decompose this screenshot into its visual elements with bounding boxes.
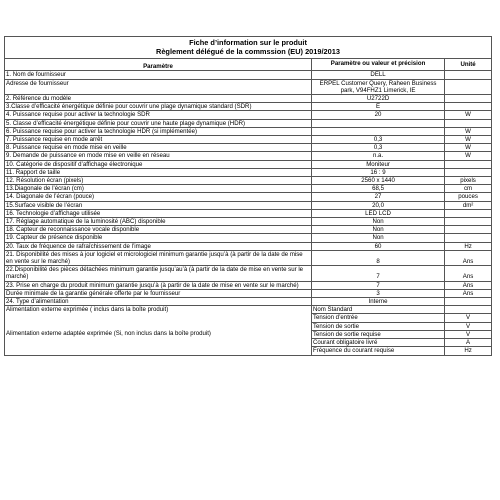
table-row [5, 95, 492, 103]
param-cell: 19. Capteur de présence disponible [5, 234, 312, 242]
psu-item-label: Tension de sortie requise [311, 330, 444, 338]
value-cell: LED LCD [311, 209, 444, 217]
psu-group-cell [5, 347, 312, 355]
param-cell: 24. Type d’alimentation [5, 298, 312, 306]
header-row [5, 59, 492, 71]
param-cell: 8. Puissance requise en mode mise en veille [5, 144, 312, 152]
param-cell: 1. Nom de fournisseur [5, 71, 312, 79]
param-cell: 17. Réglage automatique de la luminosité (ABC) disponible [5, 218, 312, 226]
psu-item-unit: Hz [445, 347, 492, 355]
value-cell [311, 127, 444, 135]
psu-item-unit [445, 306, 492, 314]
value-cell: Non [311, 226, 444, 234]
table-body [5, 71, 492, 306]
param-cell: 18. Capteur de reconnaissance vocale disponible [5, 226, 312, 234]
table-row [5, 201, 492, 209]
param-cell: 3.Classe d’efficacité énergétique définie pour couvrir une plage dynamique standard (SDR) [5, 103, 312, 111]
table-row [5, 111, 492, 119]
value-cell: 7 [311, 281, 444, 289]
psu-group-cell [5, 339, 312, 347]
table-row [5, 209, 492, 217]
value-cell: n.a. [311, 152, 444, 160]
product-info-table [4, 36, 492, 356]
value-cell: Non [311, 218, 444, 226]
unit-cell: W [445, 144, 492, 152]
table-row [5, 185, 492, 193]
psu-item-unit: V [445, 322, 492, 330]
value-cell: ERPEL Customer Query, Raheen Business park, V94FHZ1 Limerick, IE [311, 79, 444, 94]
unit-cell [445, 160, 492, 168]
param-cell: 5. Classe d’efficacité énergétique définie pour couvrir une haute plage dynamique (HDR) [5, 119, 312, 127]
value-cell: 60 [311, 242, 444, 250]
table-row [5, 298, 492, 306]
table-row [5, 250, 492, 265]
unit-cell: Ans [445, 250, 492, 265]
table-row [5, 136, 492, 144]
psu-internal-label: Alimentation externe exprimée ( inclus dans la boîte produit) [6, 306, 169, 314]
unit-cell: pouces [445, 193, 492, 201]
value-cell: 0,3 [311, 144, 444, 152]
header-value: Paramètre ou valeur et précision [311, 59, 444, 71]
psu-item-label: Courant obligatoire livré [311, 339, 444, 347]
value-cell [311, 119, 444, 127]
value-cell: Interne [311, 298, 444, 306]
table-row [5, 144, 492, 152]
table-row [5, 103, 492, 111]
unit-cell: W [445, 111, 492, 119]
param-cell: 15.Surface visible de l’écran [5, 201, 312, 209]
param-cell: Durée minimale de la garantie générale offerte par le fournisseur [5, 289, 312, 297]
unit-cell [445, 209, 492, 217]
value-cell: Moniteur [311, 160, 444, 168]
psu-item-label: Tension de sortie [311, 322, 444, 330]
unit-cell [445, 226, 492, 234]
param-cell: 9. Demande de puissance en mode mise en veille en réseau [5, 152, 312, 160]
param-cell: 16. Technologie d’affichage utilisée [5, 209, 312, 217]
unit-cell: dm² [445, 201, 492, 209]
param-cell: 6. Puissance requise pour activer la technologie HDR (si implémentée) [5, 127, 312, 135]
unit-cell: Ans [445, 289, 492, 297]
psu-row [5, 306, 492, 314]
value-cell: 2560 x 1440 [311, 177, 444, 185]
value-cell: 7 [311, 266, 444, 281]
unit-cell [445, 168, 492, 176]
param-cell: 14. Diagonale de l’écran (pouce) [5, 193, 312, 201]
unit-cell [445, 119, 492, 127]
param-cell: 4. Puissance requise pour activer la technologie SDR [5, 111, 312, 119]
table-row [5, 266, 492, 281]
unit-cell [445, 218, 492, 226]
psu-group-cell [5, 322, 312, 330]
table-row [5, 281, 492, 289]
header-unit: Unité [445, 59, 492, 71]
unit-cell: W [445, 152, 492, 160]
psu-item-unit: V [445, 314, 492, 322]
param-cell: 12. Résolution écran (pixels) [5, 177, 312, 185]
table-row [5, 168, 492, 176]
sheet-title: Fiche d’information sur le produit [189, 38, 307, 47]
power-supply-section [5, 306, 492, 355]
unit-cell [445, 103, 492, 111]
unit-cell: Ans [445, 266, 492, 281]
value-cell: DELL [311, 71, 444, 79]
param-cell: 23. Prise en charge du produit minimum garantie jusqu’à (à partir de la date de mise en vente sur le marché) [5, 281, 312, 289]
table-row [5, 177, 492, 185]
psu-group-cell [5, 330, 312, 338]
table-row [5, 119, 492, 127]
psu-external-label: Alimentation externe adaptée exprimée (Si, non inclus dans la boîte produit) [6, 330, 211, 338]
unit-cell: Ans [445, 281, 492, 289]
psu-row [5, 339, 492, 347]
param-cell: 22.Disponibilité des pièces détachées minimum garantie jusqu’au’à (à partir de la date de mise en vente sur le marché) [5, 266, 312, 281]
unit-cell [445, 234, 492, 242]
value-cell: 20 [311, 111, 444, 119]
value-cell: 27 [311, 193, 444, 201]
psu-row [5, 347, 492, 355]
unit-cell [445, 79, 492, 94]
title-row [5, 37, 492, 59]
table-row [5, 218, 492, 226]
psu-item-unit: V [445, 330, 492, 338]
param-cell: 20. Taux de fréquence de rafraîchissement de l’image [5, 242, 312, 250]
param-cell: 13.Diagonale de l’écran (cm) [5, 185, 312, 193]
table-row [5, 152, 492, 160]
sheet-subtitle: Règlement délégué de la commssion (EU) 2019/2013 [155, 46, 340, 56]
value-cell: E [311, 103, 444, 111]
value-cell: 68,5 [311, 185, 444, 193]
table-row [5, 127, 492, 135]
table-row [5, 289, 492, 297]
psu-item-label: Tension d’entrée [311, 314, 444, 322]
value-cell: Non [311, 234, 444, 242]
table-row [5, 234, 492, 242]
psu-row [5, 322, 492, 330]
unit-cell [445, 95, 492, 103]
psu-item-unit: A [445, 339, 492, 347]
unit-cell: Hz [445, 242, 492, 250]
param-cell: 11. Rapport de taille [5, 168, 312, 176]
param-cell: 10. Catégorie de dispositif d’affichage électronique [5, 160, 312, 168]
psu-row [5, 314, 492, 322]
table-row [5, 160, 492, 168]
unit-cell [445, 298, 492, 306]
psu-item-label: Fréquence du courant requise [311, 347, 444, 355]
header-param: Paramètre [5, 59, 312, 71]
param-cell: 7. Puissance requise en mode arrêt [5, 136, 312, 144]
unit-cell [445, 71, 492, 79]
value-cell: 0,3 [311, 136, 444, 144]
value-cell: 8 [311, 250, 444, 265]
param-cell: Adresse de fournisseur [5, 79, 312, 94]
psu-group-cell [5, 306, 312, 314]
unit-cell: pixels [445, 177, 492, 185]
param-cell: 21. Disponibilité des mises à jour logiciel et micrologiciel minimum garantie jusqu’à (à partir de la date de mise en vente sur le marché) [5, 250, 312, 265]
param-cell: 2. Référence du modèle [5, 95, 312, 103]
unit-cell: W [445, 127, 492, 135]
unit-cell: W [445, 136, 492, 144]
table-row [5, 71, 492, 79]
unit-cell: cm [445, 185, 492, 193]
table-row [5, 242, 492, 250]
value-cell: 16 : 9 [311, 168, 444, 176]
value-cell: 3 [311, 289, 444, 297]
value-cell: U2722D [311, 95, 444, 103]
psu-item-label: Nom Standard [311, 306, 444, 314]
psu-row [5, 330, 492, 338]
table-row [5, 193, 492, 201]
product-information-sheet [4, 36, 492, 356]
table-row [5, 226, 492, 234]
value-cell: 20,0 [311, 201, 444, 209]
table-row [5, 79, 492, 94]
psu-group-cell [5, 314, 312, 322]
